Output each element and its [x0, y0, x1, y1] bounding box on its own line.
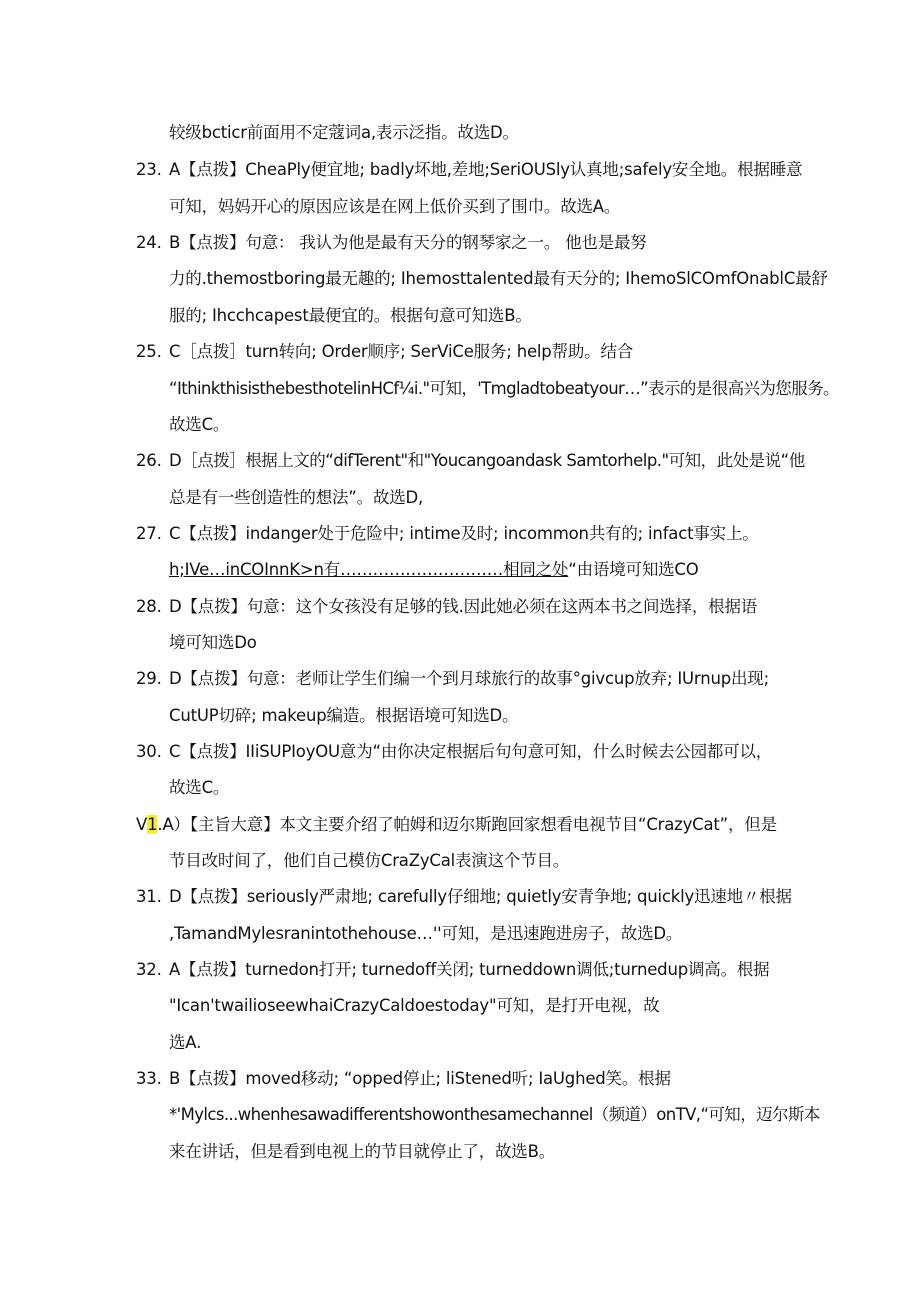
answer-28-number: 28.	[136, 597, 162, 616]
answer-26-text-2: 总是有一些创造性的想法”。故选D,	[169, 488, 424, 507]
section-v-label: V	[136, 815, 148, 834]
answer-22-continuation: 较级bcticr前面用不定蔻词a,表示泛指。故选D。	[169, 123, 519, 142]
answer-33-text-3: 来在讲话，但是看到电视上的节目就停止了，故选B。	[169, 1142, 556, 1161]
answer-24-number: 24.	[136, 233, 162, 252]
answer-23-text-2: 可知，妈妈开心的原因应该是在网上低价买到了围巾。故选A。	[169, 197, 621, 216]
answer-32-text: A【点拨】turnedon打开; turnedoff关闭; turneddown调低;turnedup调高。根据	[169, 960, 770, 979]
answer-33-text-2: *'Mylcs...whenhesawadifferentshowonthesamechannel（频道）onTV,“可知，迈尔斯本	[169, 1105, 820, 1124]
answer-31-number: 31.	[136, 887, 162, 906]
answer-25-text-2: “IthinkthisisthebesthotelinHCf¼i."可知，'Tmgladtobeatyour…”表示的是很高兴为您服务。	[169, 379, 839, 398]
answer-28-text-2: 境可知选Do	[169, 633, 257, 652]
section-v-text-2: 节目改时间了，他们自己模仿CraZyCal表演这个节目。	[169, 851, 570, 870]
answer-24-text: B【点拨】句意： 我认为他是最有天分的钢琴家之一。 他也是最努	[169, 233, 647, 252]
answer-27-conclusion: “由语境可知选CO	[568, 560, 699, 579]
answer-26-number: 26.	[136, 451, 162, 470]
answer-32-text-3: 选A.	[169, 1033, 202, 1052]
answer-25-text: C［点拨］turn转向; Order顺序; SerViCe服务; help帮助。结合	[169, 342, 634, 361]
answer-30-number: 30.	[136, 742, 162, 761]
answer-28-text: D【点拨】句意：这个女孩没有足够的钱.因此她必须在这两本书之间选择，根据语	[169, 597, 758, 616]
answer-32-text-2: "Ican'twailioseewhaiCrazyCaldoestoday"可知，是打开电视，故	[169, 996, 660, 1015]
answer-30-text: C【点拨】IIiSUPIoyOU意为“由你决定根据后句句意可知，什么时候去公园都可以，	[169, 742, 773, 761]
answer-33-number: 33.	[136, 1069, 162, 1088]
answer-29-text-2: CutUP切碎; makeup编造。根据语境可知选D。	[169, 706, 519, 725]
answer-33-text: B【点拨】moved移动; “opped停止; liStened听; IaUghed笑。根据	[169, 1069, 671, 1088]
answer-24-text-2: 力的.themostboring最无趣的; Ihemosttalented最有天分的; IhemoSlCOmfOnablC最舒	[169, 269, 828, 288]
section-v-text: .A）【主旨大意】本文主要介绍了帕姆和迈尔斯跑回家想看电视节目“CrazyCat”，但是	[157, 815, 777, 834]
answer-29-text: D【点拨】句意：老师让学生们编一个到月球旅行的故事°givcup放弃; IUrnup出现;	[169, 669, 769, 688]
answer-27-number: 27.	[136, 524, 162, 543]
answer-31-text-2: ,TamandMylesranintothehouse…''可知，是迅速跑进房子，故选D。	[169, 924, 683, 943]
answer-32-number: 32.	[136, 960, 162, 979]
answer-26-text: D［点拨］根据上文的“difTerent"和"Youcangoandask Samtorhelp."可知，此处是说“他	[169, 451, 805, 470]
answer-24-text-3: 服的; Ihcchcapest最便宜的。根据句意可知选B。	[169, 306, 532, 325]
highlight-mark: 1	[147, 815, 158, 834]
answer-27-underlined-phrase: h;IVe…inCOInnK>n有…………………………相同之处	[169, 560, 569, 579]
answer-27-text: C【点拨】indanger处于危险中; intime及时; incommon共有的; infact事实上。	[169, 524, 759, 543]
answer-31-text: D【点拨】seriously严肃地; carefully仔细地; quietly安青争地; quickly迅速地〃根据	[169, 887, 792, 906]
answer-25-text-3: 故选C。	[169, 415, 230, 434]
answer-27-text-2	[169, 558, 699, 582]
answer-30-text-2: 故选C。	[169, 778, 230, 797]
answer-23-text: A【点拨】CheaPly便宜地; badly坏地,差地;SeriOUSly认真地;safely安全地。根据睡意	[169, 160, 803, 179]
answer-23-number: 23.	[136, 160, 162, 179]
section-v-summary	[136, 813, 777, 837]
answer-25-number: 25.	[136, 342, 162, 361]
answer-29-number: 29.	[136, 669, 162, 688]
